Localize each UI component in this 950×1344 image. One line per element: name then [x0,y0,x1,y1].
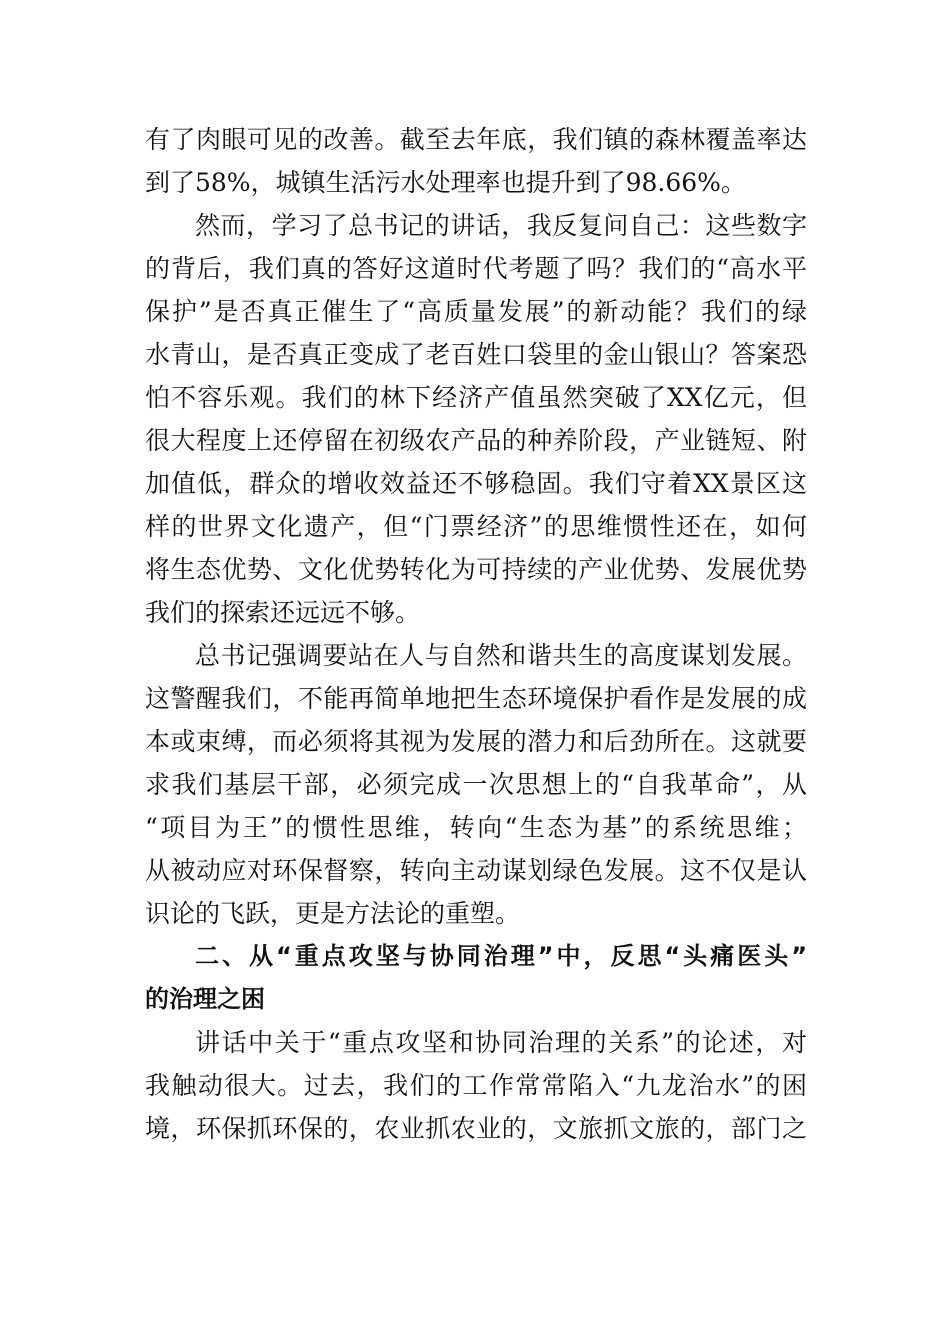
paragraph-line: 到了58%，城镇生活污水处理率也提升到了98.66%。 [145,168,746,197]
paragraph-line: 然而，学习了总书记的讲话，我反复问自己：这些数字 [195,211,807,240]
document-body [145,118,807,1150]
section-heading-line: 二、从“重点攻坚与协同治理”中，反思“头痛医头” [195,942,807,970]
paragraph-line: 我们的探索还远远不够。 [145,598,421,627]
paragraph-line: 怕不容乐观。我们的林下经济产值虽然突破了XX亿元，但 [145,383,807,412]
paragraph-line: 样的世界文化遗产，但“门票经济”的思维惯性还在，如何 [145,512,807,541]
paragraph-line: 保护”是否真正催生了“高质量发展”的新动能？我们的绿 [145,297,807,326]
paragraph-line: 将生态优势、文化优势转化为可持续的产业优势、发展优势 [145,555,807,584]
paragraph-line: “项目为王”的惯性思维，转向“生态为基”的系统思维； [145,813,807,842]
paragraph-line: 水青山，是否真正变成了老百姓口袋里的金山银山？答案恐 [145,340,807,369]
paragraph-line: 境，环保抓环保的，农业抓农业的，文旅抓文旅的，部门之 [145,1114,807,1143]
paragraph-line: 我触动很大。过去，我们的工作常常陷入“九龙治水”的困 [145,1071,807,1100]
paragraph-line: 的背后，我们真的答好这道时代考题了吗？我们的“高水平 [145,254,807,283]
paragraph-line: 识论的飞跃，更是方法论的重塑。 [145,899,521,928]
section-heading-line: 的治理之困 [145,985,265,1013]
paragraph-line: 加值低，群众的增收效益还不够稳固。我们守着XX景区这 [145,469,807,498]
paragraph-line: 本或束缚，而必须将其视为发展的潜力和后劲所在。这就要 [145,727,807,756]
paragraph-line: 很大程度上还停留在初级农产品的种养阶段，产业链短、附 [145,426,807,455]
paragraph-line: 有了肉眼可见的改善。截至去年底，我们镇的森林覆盖率达 [145,125,807,154]
paragraph-line: 讲话中关于“重点攻坚和协同治理的关系”的论述，对 [195,1028,807,1057]
paragraph-line: 从被动应对环保督察，转向主动谋划绿色发展。这不仅是认 [145,856,807,885]
paragraph-line: 这警醒我们，不能再简单地把生态环境保护看作是发展的成 [145,684,807,713]
paragraph-line: 求我们基层干部，必须完成一次思想上的“自我革命”，从 [145,770,807,799]
paragraph-line: 总书记强调要站在人与自然和谐共生的高度谋划发展。 [195,641,807,670]
